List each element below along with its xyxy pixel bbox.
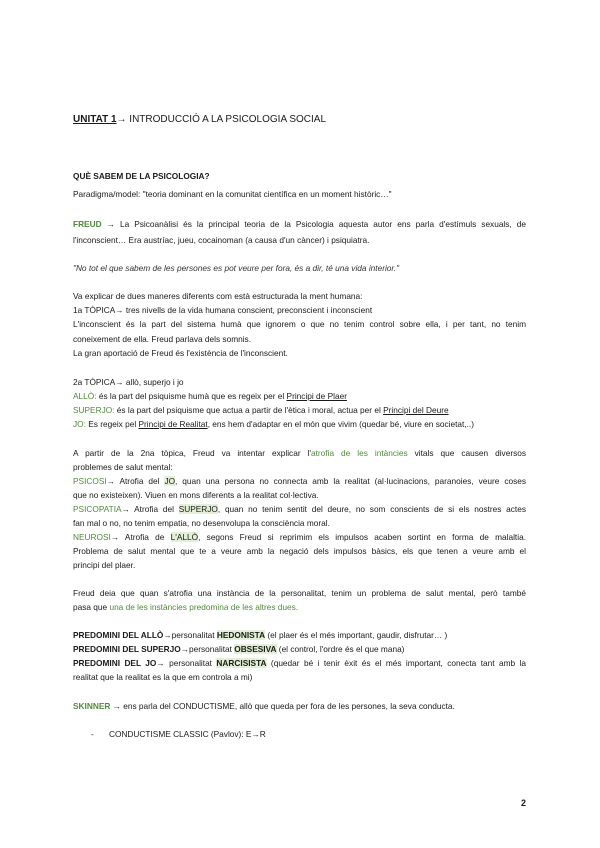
predomini-jo: PREDOMINI DEL JO→ personalitat NARCISISTA (quedar bé i tenir èxit és el més important, conecta tant amb la [73,658,527,668]
neurosi-line-3: principi del plaer. [73,560,136,570]
freud-line-1: FREUD → La Psicoanàlisi és la principal teoria de la Psicologia aquesta autor ens parla d'estímuls sexuals, de [73,219,526,229]
neurosi-line-1: NEUROSI→ Atrofia de L'ALLÒ, segons Freud si reprimim els impulsos acaben sortint en forma de malaltia. [73,532,526,542]
topica1-line-3: La gran aportació de Freud és l'existència de l'inconscient. [73,348,288,358]
problems-line-2: problemes de salut mental: [73,462,173,472]
topica1-intro: Va explicar de dues maneres diferents com està estructurada la ment humana: [73,291,363,301]
list-item-conductisme: CONDUCTISME CLASSIC (Pavlov): E→R [109,729,266,739]
topica1-line-1: L'inconscient és la part del sistema humà que ignorem o que no tenim control sobre ella, i per tant, no tenim [73,319,526,329]
topica2-allo: ALLÒ: és la part del psiquisme humà que es regeix per el Principi de Plaer [73,391,347,401]
problems-line-1: A partir de la 2na tòpica, Freud va intentar explicar l'atrofia de les intàncies vitals que causen diversos [73,448,526,458]
page-number: 2 [521,798,527,808]
predomini-superjo: PREDOMINI DEL SUPERJO→personalitat OBSESIVA (el control, l'ordre és el que mana) [73,644,405,654]
section-heading: QUÈ SABEM DE LA PSICOLOGIA? [73,171,210,181]
skinner-line: SKINNER → ens parla del CONDUCTISME, allò que queda per fora de les persones, la seva conducta. [73,701,455,711]
topica1-title: 1a TÒPICA→ tres nivells de la vida humana conscient, preconscient i inconscient [73,305,373,315]
psicosi-line-2: que no existeixen). Viuen en mons diferents a la realitat col·lectiva. [73,490,319,500]
freud-quote: "No tot el que sabem de les persones es pot veure per fora, és a dir, té una vida interior." [73,263,400,273]
topica2-superjo: SUPERJO: és la part del psiquisme que actua a partir de l'ètica i moral, actua per el Principi del Deure [73,405,449,415]
psicosi-line-1: PSICOSI→ Atrofia del JO, quan una persona no connecta amb la realitat (al·lucinacions, paranoies, veure coses [73,476,526,486]
atrofia-line-1: Freud deia que quan s'atrofia una instància de la personalitat, tenim un problema de salut mental, però també [73,588,526,598]
psicopatia-line-1: PSICOPATIA→ Atrofia del SUPERJO, quan no tenim sentit del deure, no som conscients de si els nostres actes [73,504,527,514]
list-bullet: - [91,729,94,739]
psicopatia-line-2: fan mal o no, no tenim empatia, no desenvolupa la consciència moral. [73,518,330,528]
topica2-jo: JO: Es regeix pel Principi de Realitat, ens hem d'adaptar en el món que vivim (quedar bé, viure en societat,..) [73,419,474,429]
topica1-line-2: coneixement de ella. Freud parlava dels somnis. [73,334,252,344]
paradigm-line: Paradigma/model: "teoria dominant en la comunitat científica en un moment històric…" [73,189,392,199]
atrofia-line-2: pasa que una de les instàncies predomina de les altres dues. [73,602,299,612]
predomini-allo: PREDOMINI DEL ALLÒ→personalitat HEDONISTA (el plaer és el més important, gaudir, disfrutar… ) [73,630,448,640]
neurosi-line-2: Problema de salut mental que te a veure amb la negació dels impulsos bàsics, els que tenen a veure amb el [73,546,526,556]
freud-line-2: l'inconscient… Era austríac, jueu, cocainoman (a causa d'un càncer) i psiquiatra. [73,235,370,245]
topica2-title: 2a TÒPICA→ allò, superjo i jo [73,377,184,387]
unit-title: UNITAT 1→ INTRODUCCIÓ A LA PSICOLOGIA SOCIAL [73,114,327,125]
predomini-jo-line-2: realitat que la realitat es la que em controla a mi) [73,672,253,682]
